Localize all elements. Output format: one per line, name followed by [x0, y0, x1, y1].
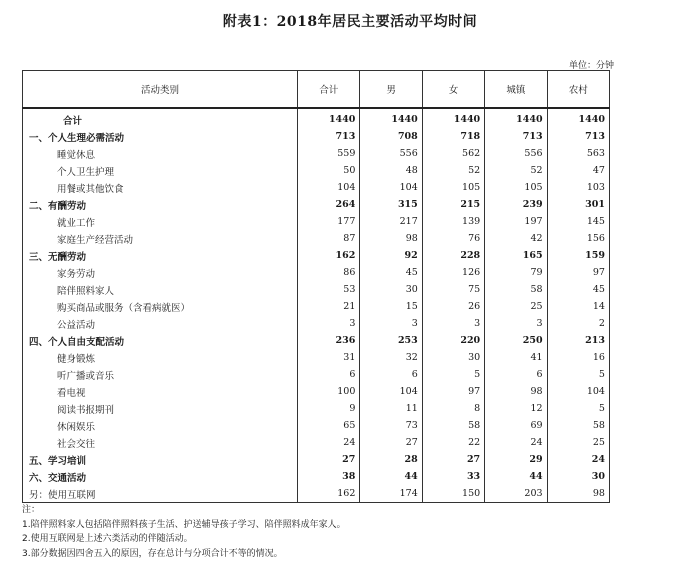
row-value: 44 — [360, 468, 422, 485]
row-value: 150 — [422, 485, 484, 503]
row-value: 9 — [298, 400, 360, 417]
row-value: 105 — [422, 179, 484, 196]
row-value: 253 — [360, 332, 422, 349]
row-value: 5 — [422, 366, 484, 383]
table-row — [23, 108, 610, 128]
row-value: 556 — [360, 145, 422, 162]
row-value: 301 — [547, 196, 609, 213]
row-value: 165 — [485, 247, 547, 264]
row-value: 86 — [298, 264, 360, 281]
table-row — [23, 468, 610, 485]
row-value: 159 — [547, 247, 609, 264]
row-value: 58 — [422, 417, 484, 434]
row-value: 103 — [547, 179, 609, 196]
row-value: 126 — [422, 264, 484, 281]
row-value: 315 — [360, 196, 422, 213]
table-row — [23, 213, 610, 230]
row-label: 五、学习培训 — [23, 451, 298, 468]
row-value: 65 — [298, 417, 360, 434]
note-item: 1.陪伴照料家人包括陪伴照料孩子生活、护送辅导孩子学习、陪伴照料成年家人。 — [22, 519, 346, 530]
row-value: 30 — [547, 468, 609, 485]
table-row — [23, 485, 610, 503]
row-value: 215 — [422, 196, 484, 213]
row-value: 197 — [485, 213, 547, 230]
row-value: 3 — [298, 315, 360, 332]
row-value: 156 — [547, 230, 609, 247]
row-label: 用餐或其他饮食 — [23, 179, 298, 196]
row-value: 104 — [360, 383, 422, 400]
row-label: 健身锻炼 — [23, 349, 298, 366]
table-row — [23, 400, 610, 417]
row-value: 27 — [298, 451, 360, 468]
row-label: 社会交往 — [23, 434, 298, 451]
row-value: 76 — [422, 230, 484, 247]
column-header-urban: 城镇 — [485, 71, 547, 109]
row-value: 8 — [422, 400, 484, 417]
row-value: 6 — [485, 366, 547, 383]
row-value: 104 — [298, 179, 360, 196]
row-value: 75 — [422, 281, 484, 298]
table-row — [23, 383, 610, 400]
row-value: 87 — [298, 230, 360, 247]
row-value: 38 — [298, 468, 360, 485]
row-value: 97 — [547, 264, 609, 281]
table-row — [23, 128, 610, 145]
row-value: 713 — [547, 128, 609, 145]
row-value: 2 — [547, 315, 609, 332]
row-value: 563 — [547, 145, 609, 162]
row-value: 105 — [485, 179, 547, 196]
column-header-rural: 农村 — [547, 71, 609, 109]
row-value: 562 — [422, 145, 484, 162]
row-value: 98 — [547, 485, 609, 503]
table-row — [23, 417, 610, 434]
table-row — [23, 162, 610, 179]
table-row — [23, 264, 610, 281]
row-value: 708 — [360, 128, 422, 145]
note-item: 2.使用互联网是上述六类活动的伴随活动。 — [22, 534, 193, 544]
row-label: 合计 — [23, 108, 298, 128]
table-title: 附表1：2018年居民主要活动平均时间 — [222, 14, 478, 30]
row-value: 718 — [422, 128, 484, 145]
row-label: 购买商品或服务（含看病就医） — [23, 298, 298, 315]
row-value: 6 — [360, 366, 422, 383]
table-row — [23, 298, 610, 315]
row-value: 28 — [360, 451, 422, 468]
row-value: 16 — [547, 349, 609, 366]
row-label: 个人卫生护理 — [23, 162, 298, 179]
row-value: 58 — [547, 417, 609, 434]
row-value: 162 — [298, 485, 360, 503]
row-value: 48 — [360, 162, 422, 179]
row-label: 家务劳动 — [23, 264, 298, 281]
row-value: 177 — [298, 213, 360, 230]
table-row — [23, 332, 610, 349]
row-value: 44 — [485, 468, 547, 485]
table-row — [23, 247, 610, 264]
row-value: 559 — [298, 145, 360, 162]
row-value: 1440 — [422, 108, 484, 128]
row-value: 250 — [485, 332, 547, 349]
row-label: 一、个人生理必需活动 — [23, 128, 298, 145]
row-value: 79 — [485, 264, 547, 281]
row-label: 睡觉休息 — [23, 145, 298, 162]
notes-heading: 注： — [22, 505, 41, 515]
row-value: 713 — [298, 128, 360, 145]
row-value: 3 — [360, 315, 422, 332]
column-header-male: 男 — [360, 71, 422, 109]
row-value: 31 — [298, 349, 360, 366]
table-row — [23, 196, 610, 213]
row-value: 15 — [360, 298, 422, 315]
row-value: 162 — [298, 247, 360, 264]
row-value: 104 — [547, 383, 609, 400]
row-value: 3 — [422, 315, 484, 332]
row-value: 30 — [360, 281, 422, 298]
row-label: 休闲娱乐 — [23, 417, 298, 434]
row-value: 27 — [360, 434, 422, 451]
row-value: 98 — [485, 383, 547, 400]
row-value: 1440 — [547, 108, 609, 128]
row-value: 33 — [422, 468, 484, 485]
row-value: 213 — [547, 332, 609, 349]
note-item: 3.部分数据因四舍五入的原因，存在总计与分项合计不等的情况。 — [22, 548, 283, 559]
row-label: 四、个人自由支配活动 — [23, 332, 298, 349]
row-value: 239 — [485, 196, 547, 213]
table-row — [23, 315, 610, 332]
row-value: 26 — [422, 298, 484, 315]
row-value: 41 — [485, 349, 547, 366]
row-label: 听广播或音乐 — [23, 366, 298, 383]
row-label: 二、有酬劳动 — [23, 196, 298, 213]
row-value: 1440 — [298, 108, 360, 128]
table-row — [23, 179, 610, 196]
row-value: 1440 — [485, 108, 547, 128]
row-value: 24 — [485, 434, 547, 451]
column-header-total: 合计 — [298, 71, 360, 109]
table-row — [23, 451, 610, 468]
row-value: 6 — [298, 366, 360, 383]
row-value: 27 — [422, 451, 484, 468]
row-value: 21 — [298, 298, 360, 315]
table-row — [23, 230, 610, 247]
row-value: 5 — [547, 400, 609, 417]
row-value: 92 — [360, 247, 422, 264]
row-value: 139 — [422, 213, 484, 230]
row-value: 1440 — [360, 108, 422, 128]
row-value: 30 — [422, 349, 484, 366]
row-label: 六、交通活动 — [23, 468, 298, 485]
header-row — [23, 71, 610, 109]
row-value: 69 — [485, 417, 547, 434]
row-value: 53 — [298, 281, 360, 298]
table-row — [23, 145, 610, 162]
row-label: 家庭生产经营活动 — [23, 230, 298, 247]
row-label: 另：使用互联网 — [23, 485, 298, 503]
row-value: 264 — [298, 196, 360, 213]
table-body — [23, 108, 610, 503]
row-value: 14 — [547, 298, 609, 315]
column-header-female: 女 — [422, 71, 484, 109]
activity-time-table — [22, 70, 610, 503]
row-value: 98 — [360, 230, 422, 247]
table-row — [23, 434, 610, 451]
row-value: 11 — [360, 400, 422, 417]
row-label: 看电视 — [23, 383, 298, 400]
row-value: 50 — [298, 162, 360, 179]
row-value: 24 — [547, 451, 609, 468]
row-label: 就业工作 — [23, 213, 298, 230]
row-value: 58 — [485, 281, 547, 298]
table-row — [23, 281, 610, 298]
row-value: 29 — [485, 451, 547, 468]
row-value: 45 — [547, 281, 609, 298]
row-value: 52 — [485, 162, 547, 179]
row-value: 42 — [485, 230, 547, 247]
row-value: 22 — [422, 434, 484, 451]
row-value: 73 — [360, 417, 422, 434]
row-value: 45 — [360, 264, 422, 281]
row-value: 24 — [298, 434, 360, 451]
row-value: 220 — [422, 332, 484, 349]
row-value: 203 — [485, 485, 547, 503]
row-value: 100 — [298, 383, 360, 400]
row-value: 32 — [360, 349, 422, 366]
row-value: 217 — [360, 213, 422, 230]
notes — [22, 503, 346, 561]
row-value: 104 — [360, 179, 422, 196]
row-value: 52 — [422, 162, 484, 179]
row-value: 25 — [547, 434, 609, 451]
row-value: 713 — [485, 128, 547, 145]
row-value: 25 — [485, 298, 547, 315]
row-value: 145 — [547, 213, 609, 230]
row-value: 236 — [298, 332, 360, 349]
row-label: 公益活动 — [23, 315, 298, 332]
row-value: 47 — [547, 162, 609, 179]
row-value: 556 — [485, 145, 547, 162]
unit-label: 单位：分钟 — [568, 61, 614, 71]
row-label: 三、无酬劳动 — [23, 247, 298, 264]
table-row — [23, 349, 610, 366]
column-header-category: 活动类别 — [23, 71, 298, 109]
row-value: 12 — [485, 400, 547, 417]
row-value: 5 — [547, 366, 609, 383]
row-value: 97 — [422, 383, 484, 400]
row-label: 阅读书报期刊 — [23, 400, 298, 417]
row-value: 3 — [485, 315, 547, 332]
row-value: 228 — [422, 247, 484, 264]
table-row — [23, 366, 610, 383]
row-label: 陪伴照料家人 — [23, 281, 298, 298]
row-value: 174 — [360, 485, 422, 503]
